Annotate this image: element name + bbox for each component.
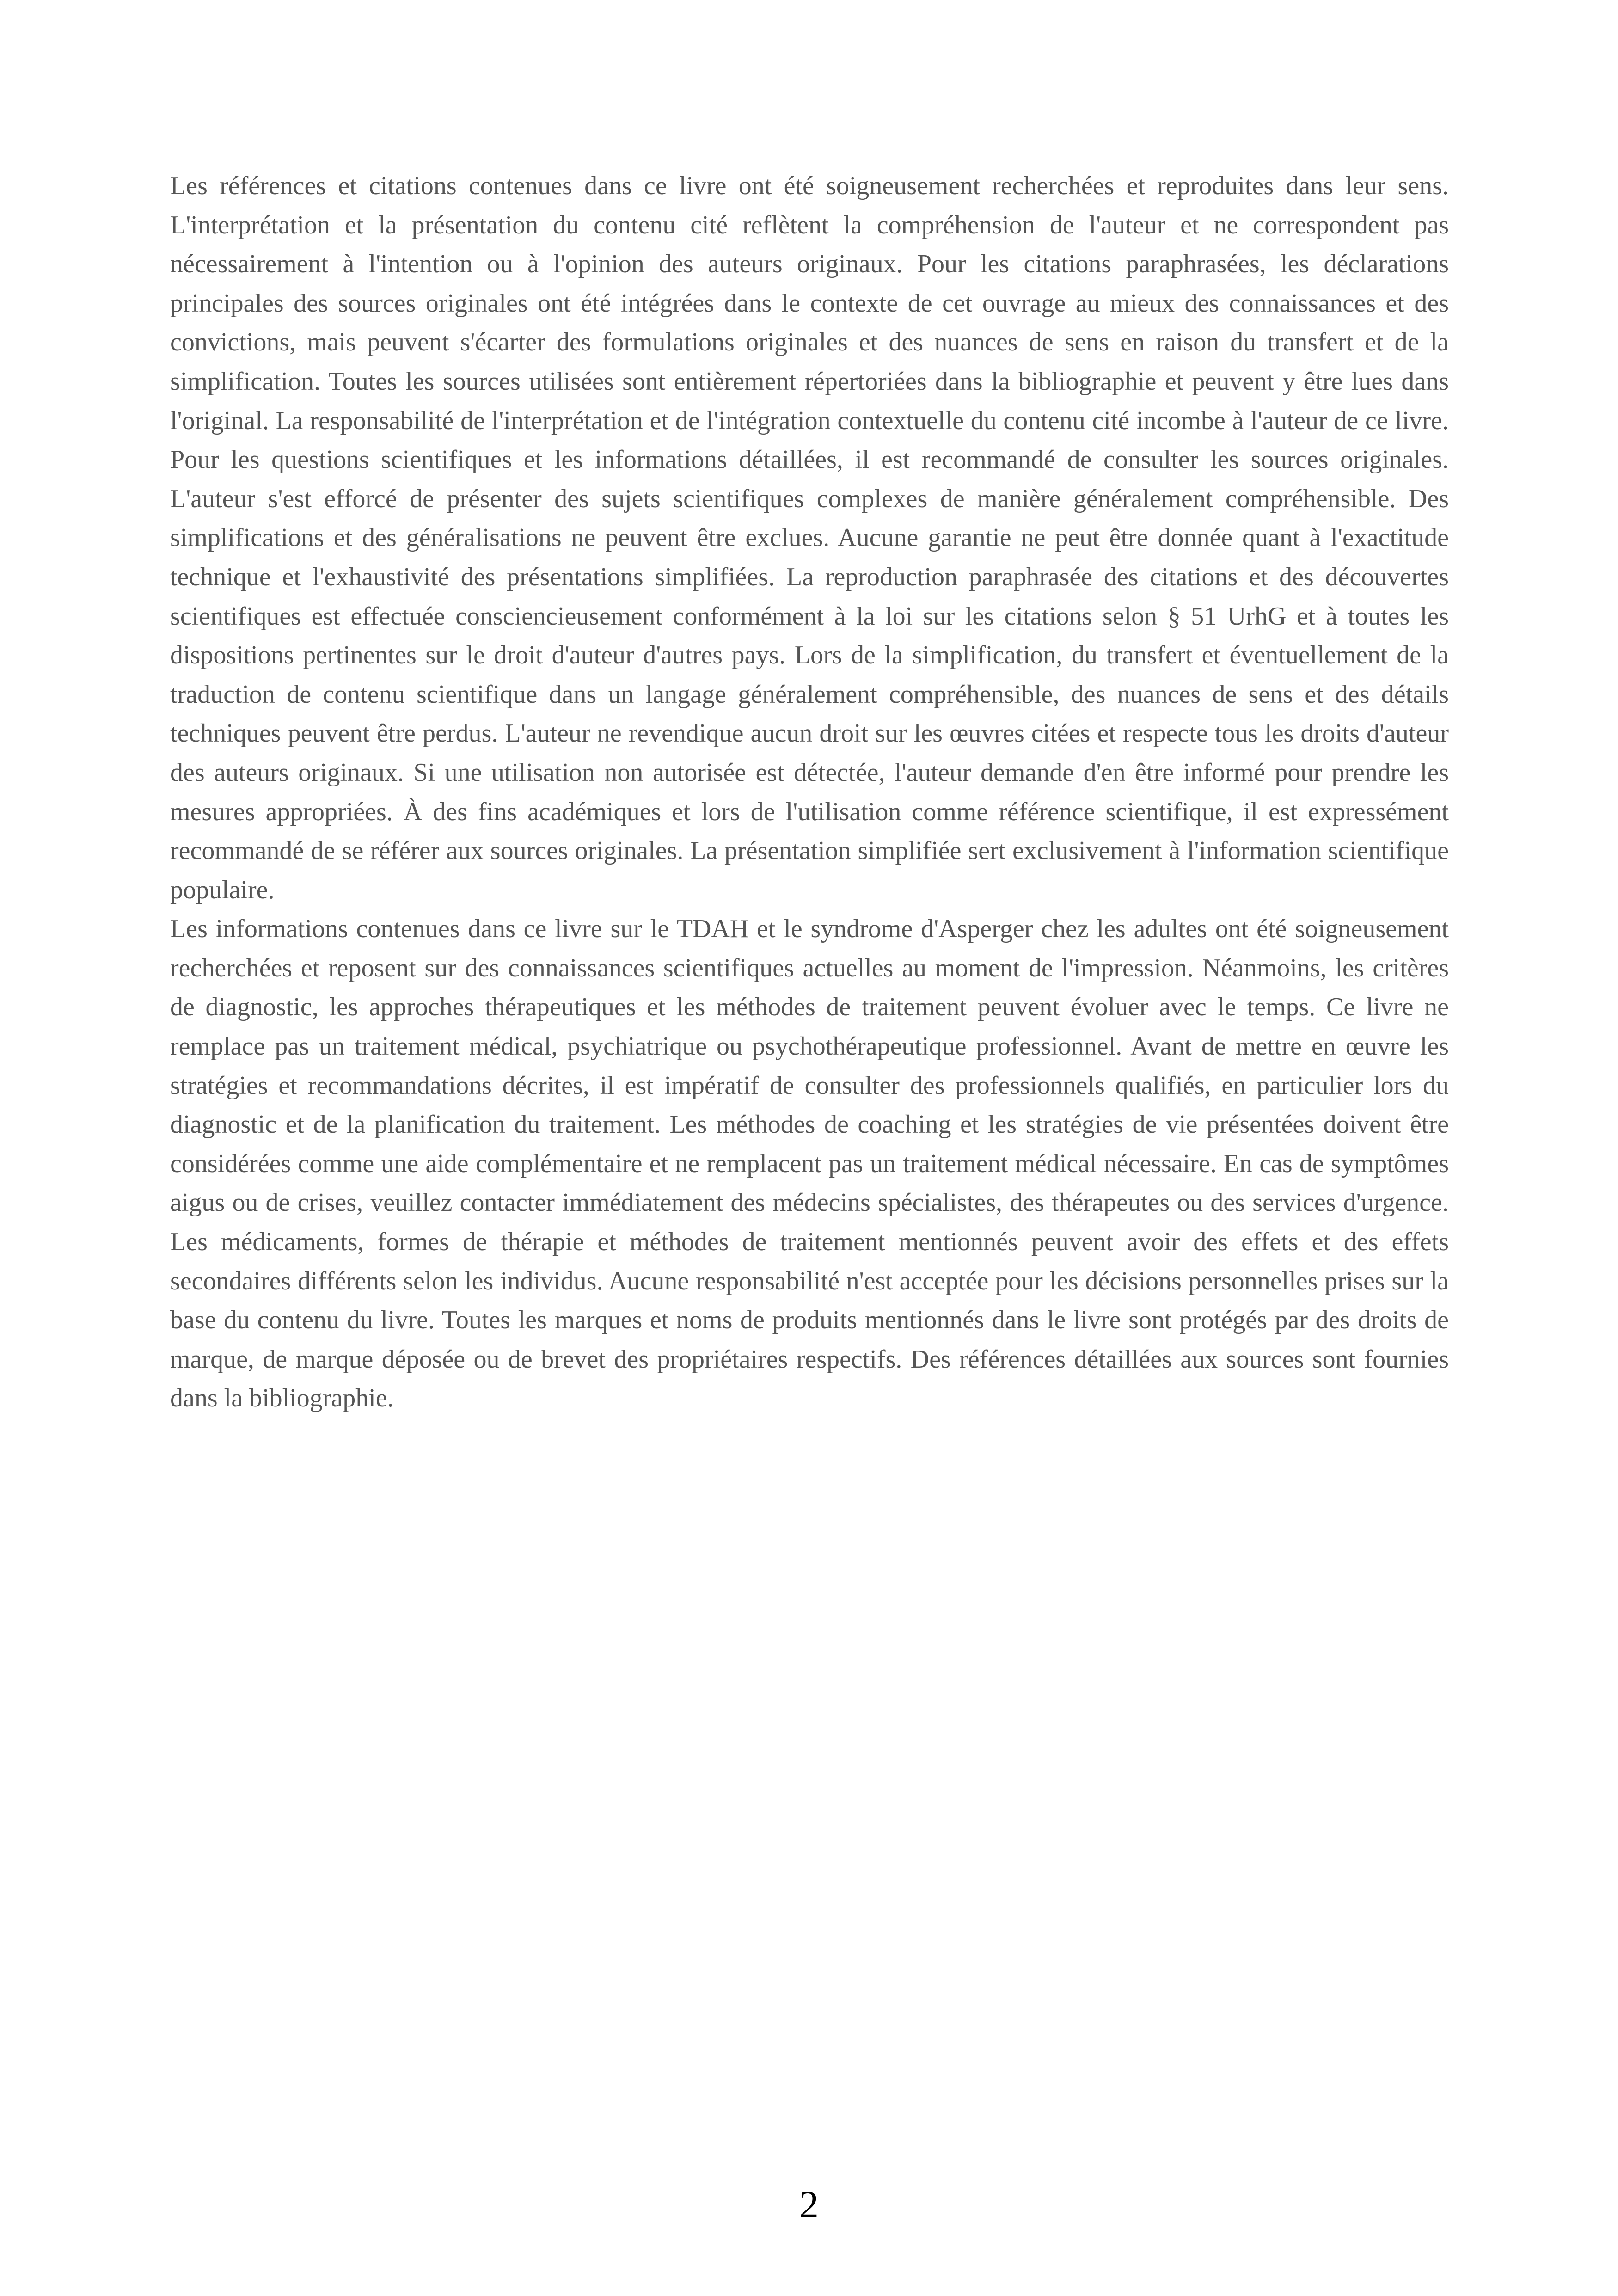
paragraph-medical-disclaimer: Les informations contenues dans ce livre sur le TDAH et le syndrome d'Asperger chez les adultes ont été soigneusement recherchées et reposent sur des connaissances scientifiques actuelles au moment de l'impression. Néanmoins, les critères de diagnostic, les approches thérapeutiques et les méthodes de traitement peuvent évoluer avec le temps. Ce livre ne remplace pas un traitement médical, psychiatrique ou psychothérapeutique professionnel. Avant de mettre en œuvre les stratégies et recommandations décrites, il est impératif de consulter des professionnels qualifiés, en particulier lors du diagnostic et de la planification du traitement. Les méthodes de coaching et les stratégies de vie présentées doivent être considérées comme une aide complémentaire et ne remplacent pas un traitement médical nécessaire. En cas de symptômes aigus ou de crises, veuillez contacter immédiatement des médecins spécialistes, des thérapeutes ou des services d'urgence. Les médicaments, formes de thérapie et méthodes de traitement mentionnés peuvent avoir des effets et des effets secondaires différents selon les individus. Aucune responsabilité n'est acceptée pour les décisions personnelles prises sur la base du contenu du livre. Toutes les marques et noms de produits mentionnés dans le livre sont protégés par des droits de marque, de marque déposée ou de brevet des propriétaires respectifs. Des références détaillées aux sources sont fournies dans la bibliographie. <box>170 915 1449 1413</box>
paragraph-citations-disclaimer: Les références et citations contenues dans ce livre ont été soigneusement recherchées et reproduites dans leur sens. L'interprétation et la présentation du contenu cité reflètent la compréhension de l'auteur et ne correspondent pas nécessairement à l'intention ou à l'opinion des auteurs originaux. Pour les citations paraphrasées, les déclarations principales des sources originales ont été intégrées dans le contexte de cet ouvrage au mieux des connaissances et des convictions, mais peuvent s'écarter des formulations originales et des nuances de sens en raison du transfert et de la simplification. Toutes les sources utilisées sont entièrement répertoriées dans la bibliographie et peuvent y être lues dans l'original. La responsabilité de l'interprétation et de l'intégration contextuelle du contenu cité incombe à l'auteur de ce livre. Pour les questions scientifiques et les informations détaillées, il est recommandé de consulter les sources originales. L'auteur s'est efforcé de présenter des sujets scientifiques complexes de manière généralement compréhensible. Des simplifications et des généralisations ne peuvent être exclues. Aucune garantie ne peut être donnée quant à l'exactitude technique et l'exhaustivité des présentations simplifiées. La reproduction paraphrasée des citations et des découvertes scientifiques est effectuée consciencieusement conformément à la loi sur les citations selon § 51 UrhG et à toutes les dispositions pertinentes sur le droit d'auteur d'autres pays. Lors de la simplification, du transfert et éventuellement de la traduction de contenu scientifique dans un langage généralement compréhensible, des nuances de sens et des détails techniques peuvent être perdus. L'auteur ne revendique aucun droit sur les œuvres citées et respecte tous les droits d'auteur des auteurs originaux. Si une utilisation non autorisée est détectée, l'auteur demande d'en être informé pour prendre les mesures appropriées. À des fins académiques et lors de l'utilisation comme référence scientifique, il est expressément recommandé de se référer aux sources originales. La présentation simplifiée sert exclusivement à l'information scientifique populaire. <box>170 172 1449 904</box>
page-number: 2 <box>799 2183 819 2226</box>
body-text <box>170 166 1449 1418</box>
